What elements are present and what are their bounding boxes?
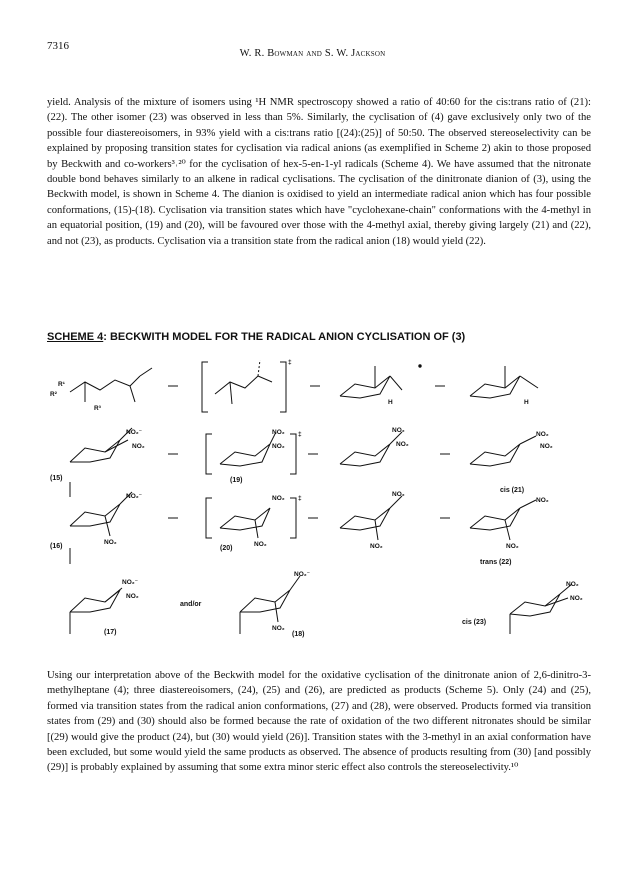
conformer-17 — [70, 579, 139, 636]
no2-label: NO₂ — [272, 495, 285, 502]
compound-16-label: (16) — [50, 543, 63, 550]
product-trans-22 — [470, 497, 549, 566]
transition-state-19 — [206, 429, 302, 484]
conformer-15 — [50, 428, 145, 482]
no2-label: NO₂ — [396, 441, 409, 448]
nitronate-label: NO₂⁻ — [122, 579, 139, 586]
h-label: H — [388, 399, 393, 406]
no2-label: NO₂ — [126, 593, 139, 600]
r3-label: R³ — [94, 405, 101, 412]
model-ring-radical — [340, 365, 421, 406]
h-label: H — [524, 399, 529, 406]
product-21-label: cis (21) — [500, 487, 525, 494]
no2-label: NO₂ — [272, 443, 285, 450]
no2-label: NO₂ — [392, 491, 405, 498]
no2-label: NO₂ — [254, 541, 267, 548]
paragraph-text: yield. Analysis of the mixture of isomers using ¹H NMR spectroscopy showed a ratio of 40:60 for the cis:trans ratio of (21):(22). The other isomer (23) was observed in less than 5%. Similarly, the cyclisation of (4) gave exclusively only two of the possible four diastereoisomers, in 93% yield with a cis:trans ratio [(24):(25)] of 50:50. The observed stereoselectivity can be explained by proposing transition states for cyclisation via radical anions (as exemplified in Scheme 2) akin to those proposed by Beckwith and co-workers³˒²⁰ for the cyclisation of hex-5-en-1-yl radicals (Scheme 4). We have assumed that the nitronate double bond behaves similarly to an alkene in radical cyclisations. The cyclisation of the dinitronate dianion of (3), using the Beckwith model, is shown in Scheme 4. The dianion is oxidised to yield an intermediate radical anion which has four possible conformations, (15)-(18). Cyclisation via transition states which have "cyclohexane-chain" conformations with the 4-methyl in an equatorial position, (19) and (20), will be favoured over those with the 4-methyl axial, thereby giving largely (21) and (22), and not (23), as products. Cyclisation via a transition state from the radical anion (18) would yield (22). — [47, 97, 591, 247]
compound-18-label: (18) — [292, 631, 305, 638]
model-ring-product — [470, 366, 538, 406]
compound-19-label: (19) — [230, 477, 243, 484]
r1-label: R¹ — [58, 381, 65, 388]
nitronate-label: NO₂⁻ — [126, 429, 143, 436]
paragraph-text: Using our interpretation above of the Beckwith model for the oxidative cyclisation of the dinitronate anion of 2,6-dinitro-3-methylheptane (4); three diastereoisomers, (24), (25) and (26), are predicted as products (Scheme 5). Only (24) and (25), formed via transition states from the radical anion conformations, (27) and (28), were observed. Products formed via transition states from (29) and (30) should also be formed because the rate of oxidation of the two different nitronates should be similar [(29) would give the product (24), but (30) would yield (26)]. Transition states with the 3-methyl in an axial conformation have been excluded, but some would yield the same products as observed. The absence of products resulting from (30) [and possibly (29)] is probably explained by assuming that some extra minor steric effect also controls the stereoselectivity.¹⁰ — [47, 670, 591, 774]
and-or-label: and/or — [180, 601, 202, 608]
product-23-label: cis (23) — [462, 619, 487, 626]
scheme-title — [47, 331, 465, 343]
dagger-label: ‡ — [298, 431, 302, 438]
no2-label: NO₂ — [370, 543, 383, 550]
body-paragraph-1 — [47, 95, 591, 249]
no2-label: NO₂ — [132, 443, 145, 450]
model-chain-structure — [50, 368, 152, 412]
product-cis-21 — [470, 431, 553, 494]
running-header: W. R. Bowman and S. W. Jackson — [239, 48, 386, 59]
no2-label: NO₂ — [272, 625, 285, 632]
r2-label: R² — [50, 391, 57, 398]
nitronate-label: NO₂⁻ — [294, 571, 311, 578]
ring-radical-row3 — [340, 491, 405, 550]
no2-label: NO₂ — [272, 429, 285, 436]
conformer-16 — [50, 492, 142, 550]
ring-radical-row2 — [340, 427, 409, 466]
compound-17-label: (17) — [104, 629, 117, 636]
dagger-label: ‡ — [298, 495, 302, 502]
nitronate-label: NO₂⁻ — [126, 493, 143, 500]
product-cis-23 — [462, 581, 583, 634]
product-22-label: trans (22) — [480, 559, 512, 566]
conformer-18 — [240, 571, 310, 638]
transition-state-20 — [206, 495, 302, 552]
compound-15-label: (15) — [50, 475, 63, 482]
page-number: 7316 — [47, 40, 69, 52]
dagger-label: ‡ — [288, 359, 292, 366]
no2-label: NO₂ — [536, 497, 549, 504]
model-transition-state — [202, 359, 292, 412]
no2-label: NO₂ — [506, 543, 519, 550]
no2-label: NO₂ — [392, 427, 405, 434]
scheme-4-figure — [40, 352, 600, 652]
no2-label: NO₂ — [566, 581, 579, 588]
no2-label: NO₂ — [570, 595, 583, 602]
no2-label: NO₂ — [536, 431, 549, 438]
scheme-number: SCHEME 4 — [47, 331, 104, 343]
body-paragraph-2 — [47, 668, 591, 776]
scheme-caption: : BECKWITH MODEL FOR THE RADICAL ANION CYCLISATION OF (3) — [103, 331, 466, 343]
no2-label: NO₂ — [104, 539, 117, 546]
no2-label: NO₂ — [540, 443, 553, 450]
compound-20-label: (20) — [220, 545, 233, 552]
